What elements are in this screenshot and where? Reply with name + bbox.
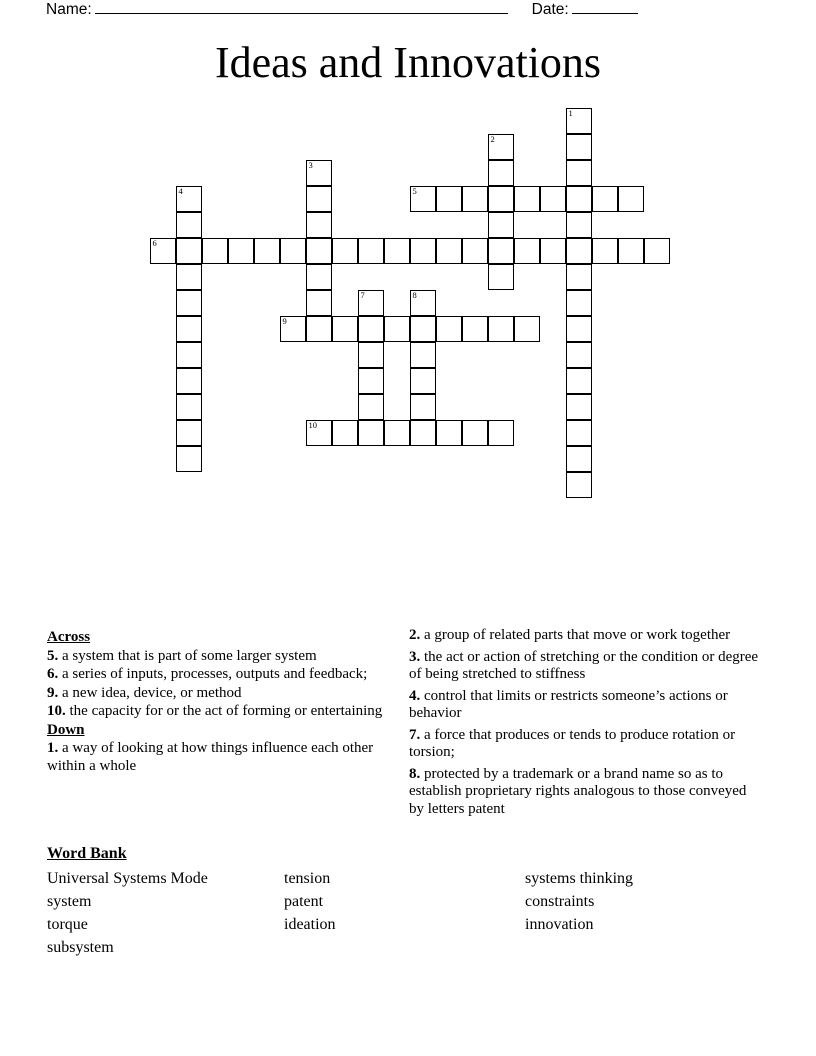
- clue-number: 7.: [409, 726, 421, 743]
- crossword-cell-start-3[interactable]: [306, 160, 332, 186]
- down-clue-2: [409, 627, 765, 645]
- crossword-cell-start-6[interactable]: [150, 238, 176, 264]
- word-bank-word: tension: [284, 870, 331, 887]
- crossword-cell[interactable]: [488, 186, 514, 212]
- word-bank-columns: [47, 867, 767, 959]
- crossword-cell-start-8[interactable]: [410, 290, 436, 316]
- crossword-cell-number: 7: [360, 290, 365, 300]
- crossword-cell[interactable]: [358, 420, 384, 446]
- crossword-cell-start-9[interactable]: [280, 316, 306, 342]
- crossword-cell[interactable]: [176, 316, 202, 342]
- word-bank-word: torque: [47, 916, 88, 933]
- crossword-cell[interactable]: [566, 368, 592, 394]
- crossword-cell-number: 6: [152, 238, 157, 248]
- word-bank-word: subsystem: [47, 939, 114, 956]
- crossword-cell-start-2[interactable]: [488, 134, 514, 160]
- crossword-cell[interactable]: [566, 446, 592, 472]
- crossword-cell[interactable]: [384, 316, 410, 342]
- clue-text: the act or action of stretching or the condition or degree of being stretched to stiffness: [409, 648, 759, 682]
- name-label: Name:: [46, 1, 92, 18]
- crossword-cell[interactable]: [384, 420, 410, 446]
- clue-text: the capacity for or the act of forming or entertaining: [65, 703, 383, 719]
- crossword-cell-start-5[interactable]: [410, 186, 436, 212]
- crossword-cell-number: 3: [308, 160, 313, 170]
- word-bank: [47, 845, 767, 959]
- crossword-cell[interactable]: [306, 238, 332, 264]
- word-bank-word: ideation: [284, 916, 336, 933]
- across-clue-list: [47, 648, 387, 721]
- crossword-cell-number: 4: [178, 186, 183, 196]
- clue-number: 8.: [409, 765, 421, 782]
- crossword-cell[interactable]: [436, 238, 462, 264]
- crossword-cell[interactable]: [254, 238, 280, 264]
- crossword-cell[interactable]: [566, 394, 592, 420]
- crossword-cell[interactable]: [410, 342, 436, 368]
- clue-text: a group of related parts that move or work together: [420, 627, 731, 643]
- clue-number: 4.: [409, 687, 421, 704]
- clue-text: protected by a trademark or a brand name so as to establish proprietary rights analogous to those conveyed by letters patent: [409, 765, 747, 817]
- crossword-cell[interactable]: [176, 420, 202, 446]
- crossword-cell[interactable]: [566, 160, 592, 186]
- crossword-cell[interactable]: [488, 212, 514, 238]
- crossword-cell[interactable]: [410, 394, 436, 420]
- word-bank-heading: Word Bank: [47, 845, 127, 862]
- crossword-cell[interactable]: [176, 446, 202, 472]
- crossword-cell[interactable]: [618, 238, 644, 264]
- crossword-cell[interactable]: [332, 238, 358, 264]
- crossword-cell[interactable]: [410, 420, 436, 446]
- crossword-cell[interactable]: [488, 238, 514, 264]
- crossword-cell[interactable]: [176, 368, 202, 394]
- crossword-cell[interactable]: [488, 264, 514, 290]
- clue-text: a series of inputs, processes, outputs and feedback;: [58, 666, 368, 682]
- crossword-cell[interactable]: [176, 290, 202, 316]
- crossword-cell[interactable]: [566, 472, 592, 498]
- crossword-cell[interactable]: [462, 420, 488, 446]
- crossword-cell[interactable]: [176, 264, 202, 290]
- word-bank-column-3: [525, 867, 765, 959]
- crossword-cell[interactable]: [358, 394, 384, 420]
- crossword-cell[interactable]: [410, 238, 436, 264]
- crossword-cell[interactable]: [306, 212, 332, 238]
- crossword-cell[interactable]: [436, 186, 462, 212]
- clue-text: a way of looking at how things influence each other within a whole: [47, 740, 374, 774]
- crossword-cell[interactable]: [358, 316, 384, 342]
- crossword-cell[interactable]: [540, 238, 566, 264]
- crossword-cell[interactable]: [566, 212, 592, 238]
- down-clue-list-right: [409, 627, 765, 818]
- crossword-cell[interactable]: [306, 264, 332, 290]
- down-heading: Down: [47, 721, 85, 738]
- crossword-cell-number: 5: [412, 186, 417, 196]
- crossword-cell[interactable]: [488, 420, 514, 446]
- crossword-cell[interactable]: [566, 264, 592, 290]
- crossword-cell[interactable]: [436, 316, 462, 342]
- crossword-cell[interactable]: [592, 238, 618, 264]
- crossword-cell[interactable]: [566, 342, 592, 368]
- crossword-cell[interactable]: [566, 238, 592, 264]
- clue-text: a new idea, device, or method: [58, 684, 242, 701]
- crossword-cell[interactable]: [202, 238, 228, 264]
- crossword-cell-number: 2: [490, 134, 495, 144]
- clue-number: 5.: [47, 647, 59, 664]
- crossword-cell[interactable]: [566, 134, 592, 160]
- clue-number: 9.: [47, 684, 59, 701]
- date-label: Date:: [531, 1, 569, 18]
- crossword-cell-number: 10: [308, 420, 317, 430]
- crossword-grid: [150, 108, 680, 508]
- crossword-cell[interactable]: [514, 186, 540, 212]
- crossword-cell[interactable]: [410, 316, 436, 342]
- crossword-cell[interactable]: [306, 316, 332, 342]
- crossword-cell[interactable]: [566, 420, 592, 446]
- crossword-cell[interactable]: [332, 420, 358, 446]
- clue-text: a system that is part of some larger system: [58, 647, 317, 664]
- crossword-cell[interactable]: [644, 238, 670, 264]
- crossword-cell[interactable]: [280, 238, 306, 264]
- word-bank-word: systems thinking: [525, 870, 634, 887]
- clues-left-column: [47, 629, 387, 776]
- across-clue-9: [47, 685, 387, 703]
- word-bank-column-2: [284, 867, 525, 959]
- crossword-cell-number: 1: [568, 108, 573, 118]
- date-write-in-line[interactable]: [572, 0, 638, 14]
- word-bank-word: innovation: [525, 916, 594, 933]
- crossword-cell[interactable]: [332, 316, 358, 342]
- crossword-cell[interactable]: [176, 394, 202, 420]
- crossword-cell[interactable]: [384, 238, 410, 264]
- crossword-cell[interactable]: [306, 290, 332, 316]
- crossword-cell[interactable]: [514, 238, 540, 264]
- crossword-cell[interactable]: [462, 316, 488, 342]
- name-date-row: [0, 0, 816, 26]
- crossword-cell[interactable]: [176, 212, 202, 238]
- down-clue-3: [409, 649, 765, 684]
- down-clue-1: [47, 740, 387, 775]
- crossword-cell-start-1[interactable]: [566, 108, 592, 134]
- crossword-cell[interactable]: [462, 186, 488, 212]
- crossword-cell-start-10[interactable]: [306, 420, 332, 446]
- down-clue-8: [409, 766, 765, 819]
- crossword-cell[interactable]: [566, 316, 592, 342]
- crossword-cell[interactable]: [488, 316, 514, 342]
- crossword-cell-number: 8: [412, 290, 417, 300]
- crossword-cell[interactable]: [176, 238, 202, 264]
- crossword-cell[interactable]: [358, 368, 384, 394]
- page-title: Ideas and Innovations: [214, 38, 602, 87]
- crossword-cell[interactable]: [488, 160, 514, 186]
- word-bank-word: Universal Systems Mode: [47, 870, 208, 887]
- name-write-in-line[interactable]: [95, 0, 508, 14]
- word-bank-word: constraints: [525, 893, 595, 910]
- crossword-cell[interactable]: [358, 238, 384, 264]
- crossword-cell[interactable]: [592, 186, 618, 212]
- clue-number: 10.: [47, 703, 66, 719]
- down-clue-7: [409, 727, 765, 762]
- crossword-cell[interactable]: [436, 420, 462, 446]
- across-clue-6: [47, 666, 387, 684]
- crossword-cell[interactable]: [462, 238, 488, 264]
- crossword-cell[interactable]: [514, 316, 540, 342]
- down-clue-list-left: [47, 740, 387, 775]
- crossword-cell[interactable]: [540, 186, 566, 212]
- word-bank-column-1: [47, 867, 284, 959]
- crossword-cell-number: 9: [282, 316, 287, 326]
- clue-text: control that limits or restricts someone’s actions or behavior: [409, 687, 728, 721]
- across-clue-10: [47, 703, 387, 721]
- word-bank-word: patent: [284, 893, 324, 910]
- across-heading: Across: [47, 629, 91, 645]
- clues-right-column: [409, 627, 765, 822]
- across-clue-5: [47, 648, 387, 666]
- clue-number: 1.: [47, 740, 59, 756]
- word-bank-word: system: [47, 893, 92, 910]
- clue-text: a force that produces or tends to produce rotation or torsion;: [409, 726, 736, 760]
- down-clue-4: [409, 688, 765, 723]
- crossword-cell[interactable]: [228, 238, 254, 264]
- clue-number: 6.: [47, 666, 59, 682]
- crossword-cell-start-7[interactable]: [358, 290, 384, 316]
- crossword-cell[interactable]: [566, 186, 592, 212]
- clue-number: 2.: [409, 627, 421, 643]
- crossword-cell[interactable]: [358, 342, 384, 368]
- crossword-cell[interactable]: [410, 368, 436, 394]
- crossword-cell[interactable]: [566, 290, 592, 316]
- crossword-cell[interactable]: [618, 186, 644, 212]
- crossword-cell[interactable]: [176, 342, 202, 368]
- crossword-cell[interactable]: [306, 186, 332, 212]
- crossword-cell-start-4[interactable]: [176, 186, 202, 212]
- clue-number: 3.: [409, 648, 421, 665]
